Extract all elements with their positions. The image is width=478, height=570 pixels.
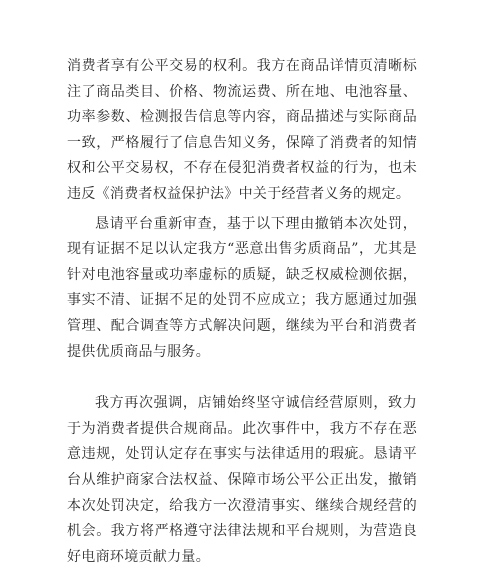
document-body (67, 54, 417, 570)
paragraph-appeal-request: 恳请平台重新审查，基于以下理由撤销本次处罚，现有证据不足以认定我方“恶意出售劣质商品”，尤其是针对电池容量或功率虚标的质疑，缺乏权威检测依据，事实不清、证据不足的处罚不应成立；我方愿通过加强管理、配合调查等方式解决问题，继续为平台和消费者提供优质商品与服务。 (67, 215, 417, 360)
paragraph-closing-statement: 我方再次强调，店铺始终坚守诚信经营原则，致力于为消费者提供合规商品。此次事件中，我方不存在恶意违规，处罚认定存在事实与法律适用的瑕疵。恳请平台从维护商家合法权益、保障市场公平公正出发，撤销本次处罚决定，给我方一次澄清事实、继续合规经营的机会。我方将严格遵守法律法规和平台规则，为营造良好电商环境贡献力量。 (67, 395, 417, 565)
paragraph-consumer-rights: 消费者享有公平交易的权利。我方在商品详情页清晰标注了商品类目、价格、物流运费、所在地、电池容量、功率参数、检测报告信息等内容，商品描述与实际商品一致，严格履行了信息告知义务，保障了消费者的知情权和公平交易权，不存在侵犯消费者权益的行为，也未违反《消费者权益保护法》中关于经营者义务的规定。 (67, 58, 417, 202)
